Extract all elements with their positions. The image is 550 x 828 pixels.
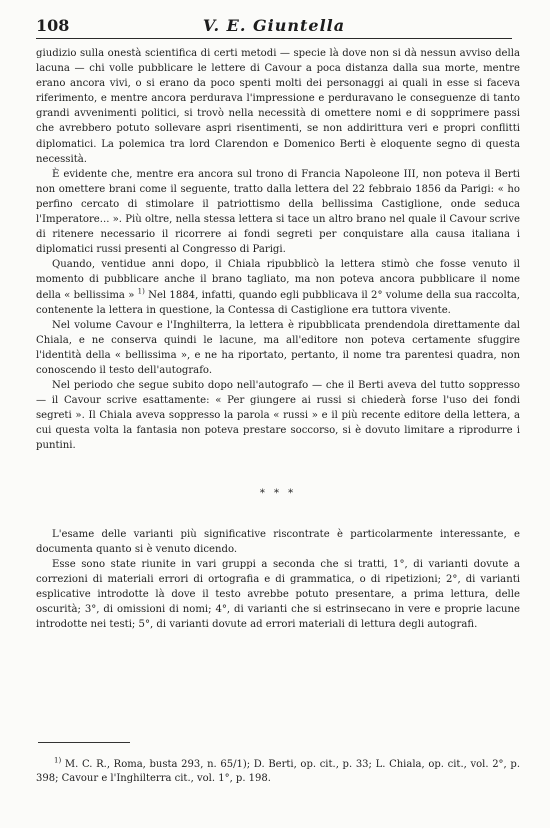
paragraph: [36, 257, 520, 317]
section-separator: * * *: [259, 487, 297, 499]
paragraph: giudizio sulla onestà scientifica di certi metodi — specie là dove non si dà nessun avviso della lacuna — chi volle pubblicare le lettere di Cavour a poca distanza dalla sua morte, mentre erano ancora vivi, o si erano da poco spenti molti dei personaggi ai quali in esse si faceva riferimento, e mentre ancora perdurava l'impressione e perduravano le conseguenze di tanto grandi avvenimenti politici, si trovò nella necessità di omettere nomi e di sopprimere passi che avrebbero potuto sollevare aspri risentimenti, se non addirittura veri e propri conflitti diplomatici. La polemica tra lord Clarendon e Domenico Berti è eloquente segno di questa necessità.: [36, 48, 520, 165]
paragraph-text: Quando, ventidue anni dopo, il Chiala ripubblicò la lettera stimò che fosse venuto il momento di pubblicare anche il brano tagliato, ma non poteva ancora pubblicare il nome della « bellissima »: [36, 259, 520, 301]
footnote-marker: 1): [54, 756, 62, 765]
paragraph-text: Nel 1884, infatti, quando egli pubblicava il 2° volume della sua raccolta, contenente la lettera in questione, la Contessa di Castiglione era tuttora vivente.: [36, 289, 521, 316]
paragraph: Esse sono state riunite in vari gruppi a seconda che si tratti, 1°, di varianti dovute a correzioni di materiali errori di ortografia e di grammatica, o di ripetizioni; 2°, di varianti esplicative introdotte là dove il testo avrebbe potuto presentare, a prima lettura, delle oscurità; 3°, di omissioni di nomi; 4°, di varianti che si estrinsecano in vere e proprie lacune introdotte nei testi; 5°, di varianti dovute ad errori materiali di lettura degli autografi.: [36, 558, 520, 631]
running-head: V. E. Giuntella: [202, 16, 346, 35]
paragraph: Nel periodo che segue subito dopo nell'autografo — che il Berti aveva del tutto soppresso — il Cavour scrive esattamente: « Per giungere ai russi si chiederà forse l'uso dei fondi segreti ». Il Chiala aveva soppresso la parola « russi » e il più recente editore della lettera, a cui questa volta la fantasia non poteva prestare soccorso, si è dovuto limitare a riprodurre i puntini.: [36, 380, 520, 452]
footnote: [36, 758, 520, 786]
page-number: 108: [36, 16, 70, 35]
page-header: [36, 16, 512, 39]
body-text: [36, 46, 520, 632]
paragraph: L'esame delle varianti più significative riscontrate è particolarmente interessante, e documenta quanto si è venuto dicendo.: [36, 528, 520, 555]
paragraph: Nel volume Cavour e l'Inghilterra, la lettera è ripubblicata prendendola direttamente dal Chiala, e ne conserva quindi le lacune, ma all'editore non poteva certamente sfuggire l'identità della « bellissima », e ne ha riportato, pertanto, il nome tra parentesi quadra, non conoscendo il testo dell'autografo.: [36, 319, 520, 376]
footnote-reference[interactable]: 1): [137, 287, 145, 296]
paragraph: È evidente che, mentre era ancora sul trono di Francia Napoleone III, non poteva il Berti non omettere brani come il seguente, tratto dalla lettera del 22 febbraio 1856 da Parigi: « ho perfino cercato di stimolare il patriottismo della bellissima Castiglione, onde seduca l'Imperatore... ». Più oltre, nella stessa lettera si tace un altro brano nel quale il Cavour scrive di ritenere necessario il ricorrere ai fondi segreti per conquistare alla causa italiana i diplomatici russi presenti al Congresso di Parigi.: [36, 168, 520, 256]
footnote-divider: [38, 742, 130, 743]
footnote-text: M. C. R., Roma, busta 293, n. 65/1); D. Berti, op. cit., p. 33; L. Chiala, op. cit., vol. 2°, p. 398; Cavour e l'Inghilterra cit., vol. 1°, p. 198.: [36, 759, 520, 784]
